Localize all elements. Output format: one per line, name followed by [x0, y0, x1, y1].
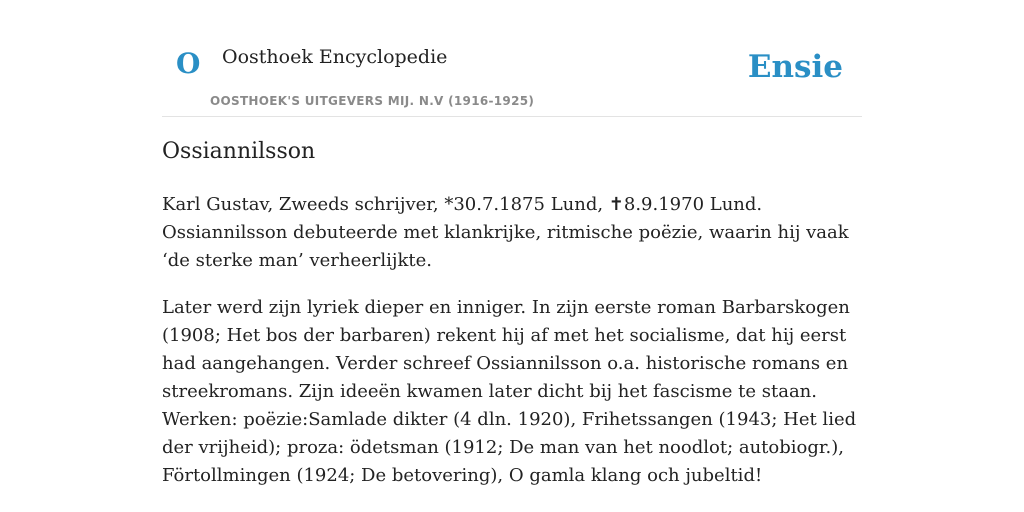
- article: [162, 138, 862, 509]
- article-title: Ossiannilsson: [162, 139, 316, 164]
- source-title[interactable]: Oosthoek Encyclopedie: [222, 46, 448, 68]
- source-header: [162, 0, 862, 117]
- ensie-brand-link[interactable]: Ensie: [747, 49, 843, 85]
- article-paragraph-2: Later werd zijn lyriek dieper en inniger. In zijn eerste roman Barbarskogen (1908; Het bos der barbaren) rekent hij af met het socialisme, dat hij eerst had aangehangen. Verder schreef Ossiannilsson o.a. historische romans en streekromans. Zijn ideeën kwamen later dicht bij het fascisme te staan. Werken: poëzie:Samlade dikter (4 dln. 1920), Frihetssangen (1943; Het lied der vrijheid); proza: ödetsman (1912; De man van het noodlot; autobiogr.), Förtollmingen (1924; De betovering), O gamla klang och jubeltid!: [162, 296, 857, 486]
- article-paragraph-1: Karl Gustav, Zweeds schrijver, *30.7.1875 Lund, ✝8.9.1970 Lund. Ossiannilsson debuteerde met klankrijke, ritmische poëzie, waarin hij vaak ‘de sterke man’ verheerlijkte.: [162, 193, 849, 271]
- source-logo: O: [176, 47, 201, 80]
- source-subtitle: OOSTHOEK'S UITGEVERS MIJ. N.V (1916-1925): [210, 94, 535, 108]
